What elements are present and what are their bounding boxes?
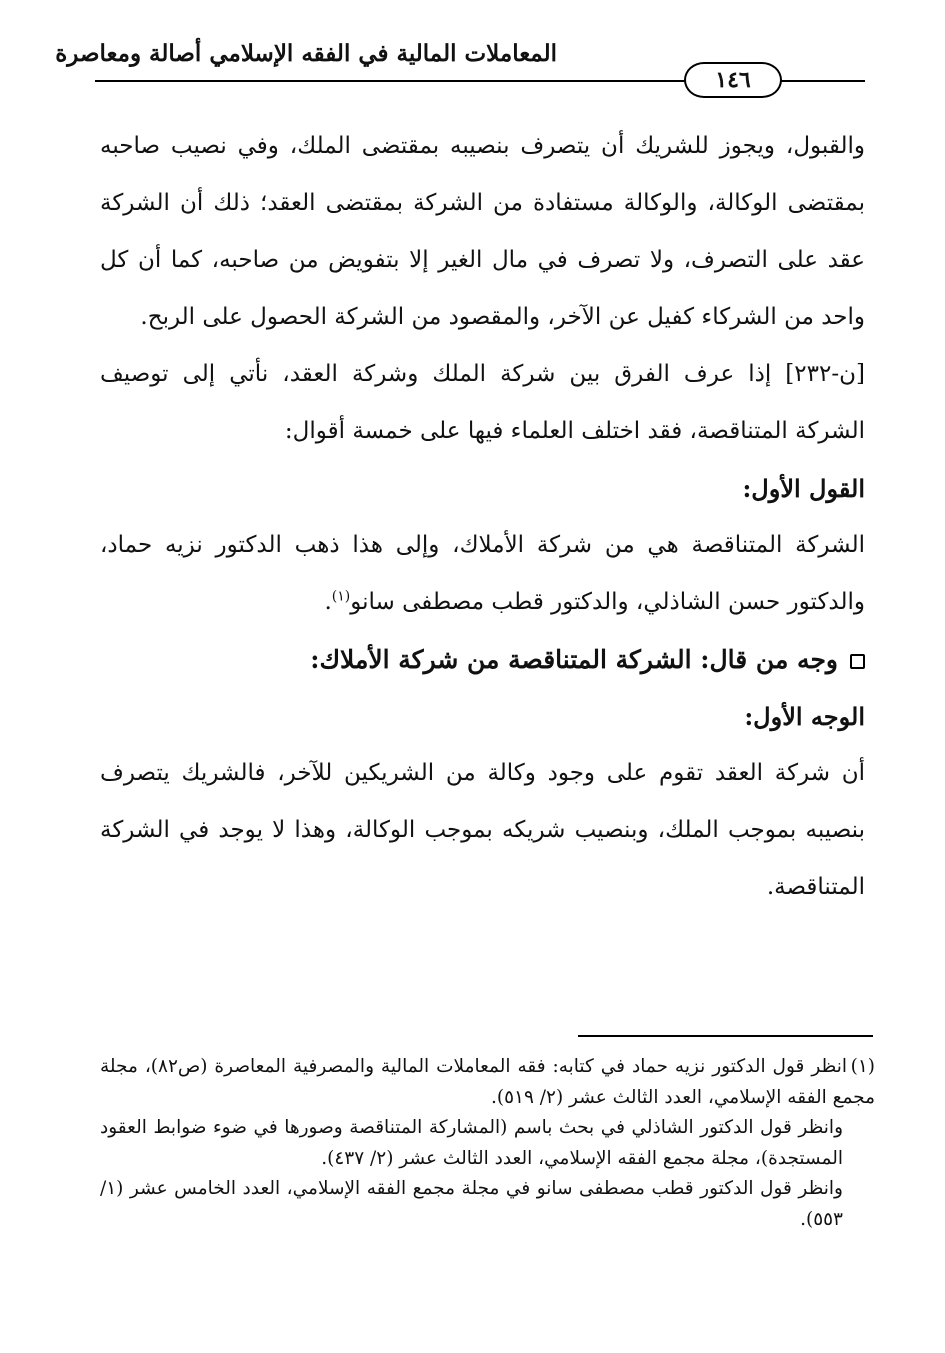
page-number: ١٤٦ bbox=[715, 67, 751, 93]
footnote-reference[interactable]: (١) bbox=[331, 588, 351, 605]
footnote-text: انظر قول الدكتور نزيه حماد في كتابه: فقه المعاملات المالية والمصرفية المعاصرة (ص٨٢)، مجلة مجمع الفقه الإسلامي، العدد الثالث عشر (٢/ ٥١٩). bbox=[100, 1056, 875, 1108]
paragraph bbox=[100, 517, 865, 631]
main-text bbox=[100, 118, 865, 916]
paragraph: والقبول، ويجوز للشريك أن يتصرف بنصيبه بمقتضى الملك، وفي نصيب صاحبه بمقتضى الوكالة، والوكالة مستفادة من الشركة بمقتضى العقد؛ ذلك أن الشركة عقد على التصرف، ولا تصرف في مال الغير إلا بتفويض من صاحبه، كما أن كل واحد من الشركاء كفيل عن الآخر، والمقصود من الشركة الحصول على الربح. bbox=[100, 133, 865, 330]
running-header-title: المعاملات المالية في الفقه الإسلامي أصالة ومعاصرة bbox=[55, 40, 557, 67]
section-heading bbox=[100, 631, 865, 688]
footnote-continuation: وانظر قول الدكتور الشاذلي في بحث باسم (المشاركة المتناقصة وصورها في ضوء ضوابط العقود المستجدة)، مجلة مجمع الفقه الإسلامي، العدد الثالث عشر (٢/ ٤٣٧). bbox=[100, 1117, 843, 1169]
footnotes bbox=[100, 1052, 875, 1235]
square-bullet-icon bbox=[850, 654, 865, 669]
subheading: الوجه الأول: bbox=[744, 702, 865, 731]
paragraph: أن شركة العقد تقوم على وجود وكالة من الشريكين للآخر، فالشريك يتصرف بنصيبه بموجب الملك، وبنصيب شريكه بموجب الوكالة، وهذا لا يوجد في الشركة المتناقصة. bbox=[100, 760, 865, 900]
footnote-continuation: وانظر قول الدكتور قطب مصطفى سانو في مجلة مجمع الفقه الإسلامي، العدد الخامس عشر (١/ ٥٥٣). bbox=[100, 1178, 843, 1230]
paragraph-text: الشركة المتناقصة هي من شركة الأملاك، وإلى هذا ذهب الدكتور نزيه حماد، والدكتور حسن الشاذلي، والدكتور قطب مصطفى سانو bbox=[100, 532, 865, 615]
paragraph: [ن-٢٣٢] إذا عرف الفرق بين شركة الملك وشركة العقد، نأتي إلى توصيف الشركة المتناقصة، فقد اختلف العلماء فيها على خمسة أقوال: bbox=[100, 361, 865, 444]
page-number-badge bbox=[684, 62, 782, 98]
paragraph-end: . bbox=[324, 589, 332, 615]
subheading: القول الأول: bbox=[742, 474, 865, 503]
footnote-number: (١) bbox=[850, 1056, 876, 1077]
footnote-separator bbox=[578, 1035, 873, 1037]
footnote bbox=[100, 1052, 875, 1113]
section-heading-text: وجه من قال: الشركة المتناقصة من شركة الأملاك: bbox=[310, 645, 838, 674]
